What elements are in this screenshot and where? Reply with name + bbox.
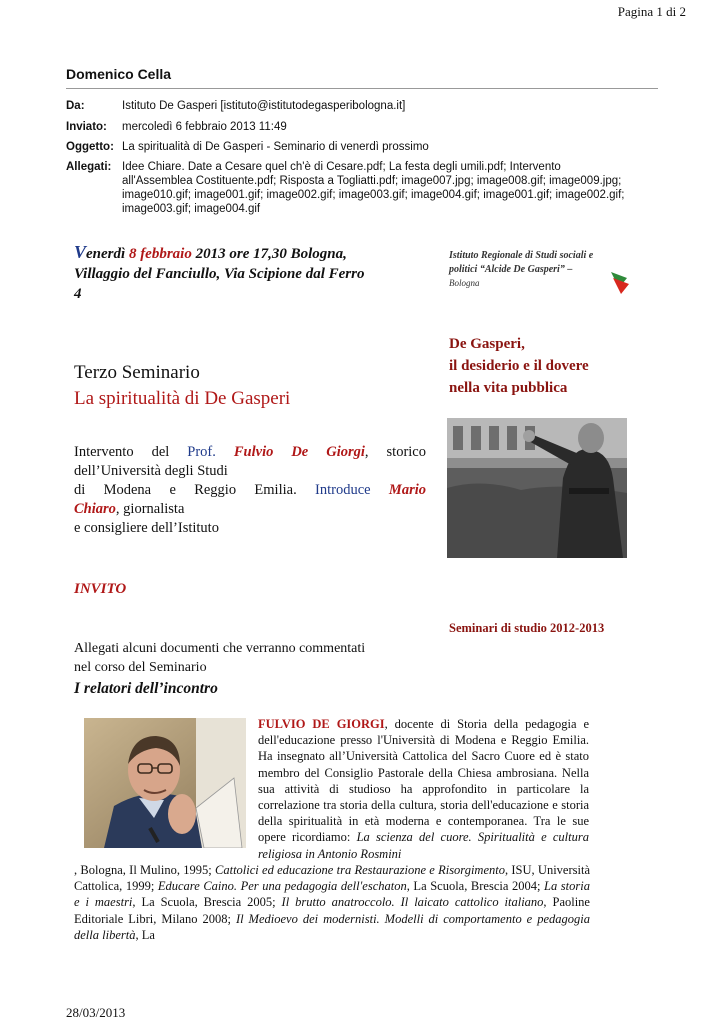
talk-description	[74, 443, 426, 538]
flyer-series: Seminari di studio 2012-2013	[449, 621, 605, 635]
bio-work: La storia e i maestri	[74, 879, 590, 910]
from-label: Da:	[66, 100, 85, 112]
attachments-line: image003.gif; image004.gif	[122, 203, 261, 215]
bio-tail	[74, 862, 590, 943]
attachments-line: image010.gif; image001.gif; image002.gif; image003.gif; image004.gif; image001.gif; image002.gif;	[122, 189, 625, 201]
sent-value: mercoledì 6 febbraio 2013 11:49	[122, 121, 287, 133]
speaker-photo	[84, 718, 246, 848]
attached-docs-note	[74, 639, 426, 677]
bio-head	[258, 716, 589, 862]
talk-introduce: Introduce	[315, 482, 389, 498]
seminar-title: La spiritualità di De Gasperi	[74, 388, 291, 409]
page-number: Pagina 1 di 2	[617, 4, 686, 19]
bio-work: Il Medioevo dei modernisti. Modelli di comportamento e pedagogia della libertà	[74, 911, 590, 942]
attachments-line: all'Assemblea Costituente.pdf; Risposta a Togliatti.pdf; image007.jpg; image008.gif; image009.jpg;	[122, 175, 622, 187]
talk-line: dell’Università degli Studi	[74, 463, 228, 479]
when-initial: V	[74, 242, 87, 262]
attachments-label: Allegati:	[66, 161, 112, 173]
print-date: 28/03/2013	[66, 1005, 126, 1020]
bio-text: , docente di Storia della pedagogia e dell'educazione presso l'Università di Modena e Reggio Emilia. Ha insegnato all’Università Cattolica del Sacro Cuore ed è stato membro del Consiglio Pastorale della Chiesa ambrosiana. Nella sua attività di studioso ha approfondito in particolare la correlazione tra storia della cultura, storia dell'educazione e storia della spiritualità in età moderna e contemporanea. Tra le sue opere ricordiamo:	[258, 717, 589, 845]
where-line: 4	[74, 286, 82, 302]
sent-label: Inviato:	[66, 121, 107, 133]
sender-name: Domenico Cella	[66, 66, 172, 82]
invite-heading: INVITO	[74, 581, 127, 597]
when-date: 8 febbraio	[128, 246, 192, 262]
bio-text: , Paoline Editoriale Libri, Milano 2008;	[74, 895, 590, 926]
bio-text: , La Scuola, Brescia 2004;	[406, 879, 545, 894]
bio-work: Il brutto anatroccolo. Il laicato cattolico italiano	[281, 895, 544, 910]
speakers-heading: I relatori dell’incontro	[74, 680, 218, 697]
bio-text: , La	[135, 927, 155, 942]
docs-line: nel corso del Seminario	[74, 660, 207, 675]
bio-text: , ISU, Università Cattolica, 1999;	[74, 863, 590, 894]
seminar-number: Terzo Seminario	[74, 362, 200, 383]
bio-name: FULVIO DE GIORGI	[258, 717, 385, 731]
event-when-where	[74, 242, 430, 304]
bio-work: La scienza del cuore. Spiritualità e cultura religiosa in Antonio Rosmini	[258, 830, 589, 861]
flyer-institute: Bologna	[449, 278, 480, 288]
talk-prefix: Intervento del	[74, 444, 188, 460]
where-line: Villaggio del Fanciullo, Via Scipione dal Ferro	[74, 266, 365, 282]
flyer-title: De Gasperi,	[449, 336, 525, 352]
talk-suffix: , storico	[364, 444, 426, 460]
talk-line: , giornalista	[115, 501, 185, 517]
bio-work: Educare Caino. Per una pedagogia dell'eschaton	[157, 879, 407, 894]
header-divider	[66, 88, 658, 89]
attachments-list	[122, 160, 662, 216]
subject-label: Oggetto:	[66, 141, 114, 153]
from-value: Istituto De Gasperi [istituto@istitutodegasperibologna.it]	[122, 100, 406, 112]
subject-value: La spiritualità di De Gasperi - Seminario di venerdì prossimo	[122, 141, 429, 153]
seminar-flyer	[441, 238, 641, 638]
talk-prof: Prof.	[187, 444, 234, 460]
bio-text: , La Scuola, Brescia 2005;	[132, 895, 282, 910]
flyer-institute: Istituto Regionale di Studi sociali e	[449, 250, 594, 261]
bio-work: Cattolici ed educazione tra Restaurazione e Risorgimento	[215, 863, 505, 877]
flyer-institute: politici “Alcide De Gasperi” –	[449, 264, 573, 275]
docs-line: Allegati alcuni documenti che verranno commentati	[74, 641, 366, 656]
talk-moderator: Mario	[388, 482, 426, 498]
when-time: 2013 ore 17,30 Bologna,	[191, 246, 347, 262]
flyer-historic-photo	[447, 418, 627, 558]
bio-text: , Bologna, Il Mulino, 1995;	[74, 863, 216, 877]
when-day: enerdì	[86, 246, 129, 262]
flyer-title: il desiderio e il dovere	[449, 358, 589, 374]
attachments-line: Idee Chiare. Date a Cesare quel ch'è di Cesare.pdf; La festa degli umili.pdf; Intervento	[122, 161, 561, 173]
talk-line: di Modena e Reggio Emilia.	[74, 482, 316, 498]
talk-moderator: Chiaro	[74, 501, 116, 517]
flyer-title: nella vita pubblica	[449, 380, 568, 396]
talk-line: e consigliere dell’Istituto	[74, 520, 219, 536]
talk-speaker: Fulvio De Giorgi	[233, 444, 365, 460]
